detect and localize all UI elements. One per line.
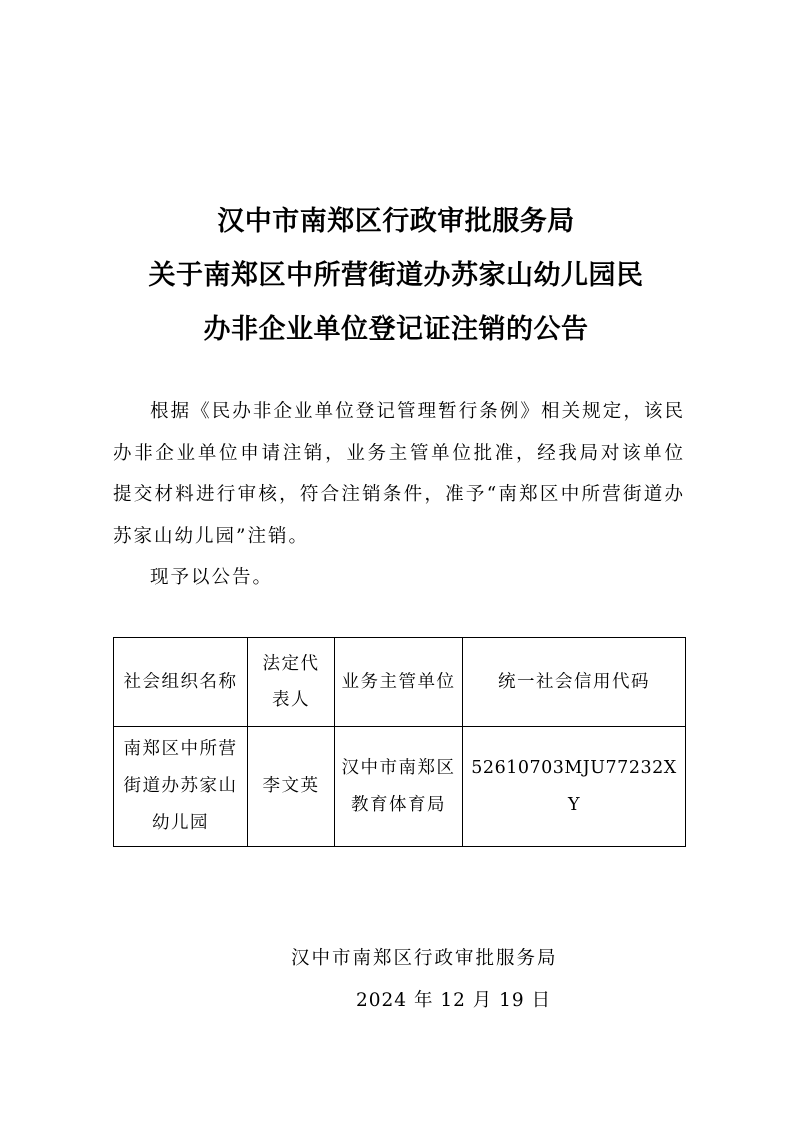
body-paragraph-1: 根据《民办非企业单位登记管理暂行条例》相关规定，该民办非企业单位申请注销，业务主管单位批准，经我局对该单位提交材料进行审核，符合注销条件，准予“南郑区中所营街道办苏家山幼儿园”注销。 [113, 401, 685, 547]
cell-legal-rep: 李文英 [248, 727, 335, 847]
announcement-title [0, 195, 792, 357]
table-header-row [114, 638, 686, 727]
header-supervisor: 业务主管单位 [335, 638, 463, 727]
announcement-body [113, 391, 685, 599]
organization-table [113, 637, 686, 847]
signature-date: 2024 年 12 月 19 日 [356, 990, 552, 1011]
cell-org-name: 南郑区中所营街道办苏家山幼儿园 [114, 727, 248, 847]
title-line-2: 关于南郑区中所营街道办苏家山幼儿园民 [148, 260, 644, 291]
title-line-3: 办非企业单位登记证注销的公告 [203, 314, 589, 345]
header-credit-code: 统一社会信用代码 [463, 638, 686, 727]
header-legal-rep: 法定代表人 [248, 638, 335, 727]
body-paragraph-2: 现予以公告。 [150, 567, 274, 588]
table-row [114, 727, 686, 847]
signature-organization: 汉中市南郑区行政审批服务局 [291, 948, 558, 969]
cell-credit-code: 52610703MJU77232XY [463, 727, 686, 847]
title-line-1: 汉中市南郑区行政审批服务局 [217, 206, 575, 237]
cell-supervisor: 汉中市南郑区教育体育局 [335, 727, 463, 847]
header-org-name: 社会组织名称 [114, 638, 248, 727]
